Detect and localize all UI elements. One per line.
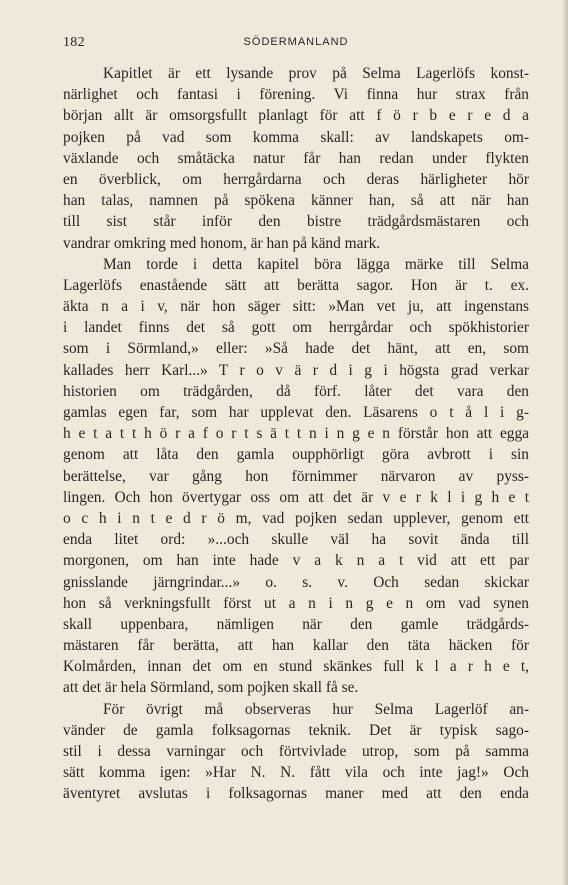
text-line: historien om trädgården, då förf. låter det vara den [63, 382, 529, 400]
text-line: gamlas egen far, som har upplevat den. Läsarens o t å l i g- [63, 404, 529, 421]
text-line: För övrigt må observeras hur Selma Lagerlöf an- [103, 700, 529, 718]
text-line: pojken på vad som komma skall: av landskapets om- [63, 128, 529, 146]
text-line: han talas, namnen på spökena känner han, så att när han [63, 192, 529, 210]
text-line: som i Sörmland,» eller: »Så hade det hänt, att en, som [63, 340, 529, 358]
running-title: SÖDERMANLAND [243, 36, 349, 48]
page-edge-shadow [563, 0, 568, 885]
text-line: till sist står inför den bistre trädgårdsmästaren och [63, 213, 529, 231]
text-line: vandrar omkring med honom, är han på känd mark. [63, 234, 381, 252]
text-line: Lagerlöfs enastående sätt att berätta sagor. Hon är t. ex. [63, 276, 529, 294]
text-line: lingen. Och hon övertygar oss om att det är v e r k l i g h e t [63, 488, 529, 506]
body-text [63, 63, 529, 805]
text-line: hon så verkningsfullt först ut a n i n g e n om vad synen [63, 594, 529, 612]
text-line: gnisslande järngrindar...» o. s. v. Och sedan skickar [63, 573, 529, 591]
text-line: äventyret avslutas i folksagornas maner med att den enda [63, 785, 529, 803]
text-line: stil i dessa varningar och förtvivlade utrop, som på samma [63, 743, 529, 760]
text-line: berättelse, var gång hon förnimmer närvaron av pyss- [63, 467, 529, 485]
text-line: kallades herr Karl...» T r o v ä r d i g i högsta grad verkar [63, 361, 529, 379]
text-line: mästaren får berätta, att han kallar den täta häcken för [63, 637, 529, 655]
text-line: skall uppenbara, nämligen när den gamle trädgårds- [63, 615, 529, 633]
page-number: 182 [63, 35, 85, 50]
text-line: h e t a t t h ö r a f o r t s ä t t n i n g e n förstår hon att egga [63, 425, 529, 443]
text-line: enda litet ord: »...och skulle väl ha sovit ända till [63, 531, 529, 549]
text-line: att det är hela Sörmland, som pojken skall få se. [63, 679, 359, 697]
text-line: början allt är omsorgsfullt planlagt för att f ö r b e r e d a [63, 107, 529, 125]
text-line: sätt komma igen: »Har N. N. fått vila och inte jag!» Och [63, 764, 529, 782]
text-line: genom att låta den gamla oupphörligt göra avbrott i sin [63, 446, 529, 464]
text-line: äkta n a i v, när hon säger sitt: »Man vet ju, att ingenstans [63, 298, 529, 316]
text-line: morgonen, om han inte hade v a k n a t vid att ett par [63, 552, 529, 570]
running-head [63, 35, 529, 55]
text-line: i landet finns det så gott om herrgårdar och spökhistorier [63, 319, 529, 337]
text-line: växlande och småtäcka natur får han redan under flykten [63, 149, 529, 167]
text-line: Kolmården, innan det om en stund skänkes full k l a r h e t, [63, 658, 529, 676]
text-line: o c h i n t e d r ö m, vad pojken sedan upplever, genom ett [63, 509, 529, 527]
text-line: Man torde i detta kapitel böra lägga märke till Selma [103, 255, 529, 273]
text-line: närlighet och fantasi i förening. Vi finna hur strax från [63, 86, 529, 104]
text-line: en överblick, om herrgårdarna och deras härligheter hör [63, 170, 529, 188]
text-line: Kapitlet är ett lysande prov på Selma Lagerlöfs konst- [103, 65, 529, 82]
text-line: vänder de gamla folksagornas teknik. Det är typisk sago- [63, 721, 529, 739]
